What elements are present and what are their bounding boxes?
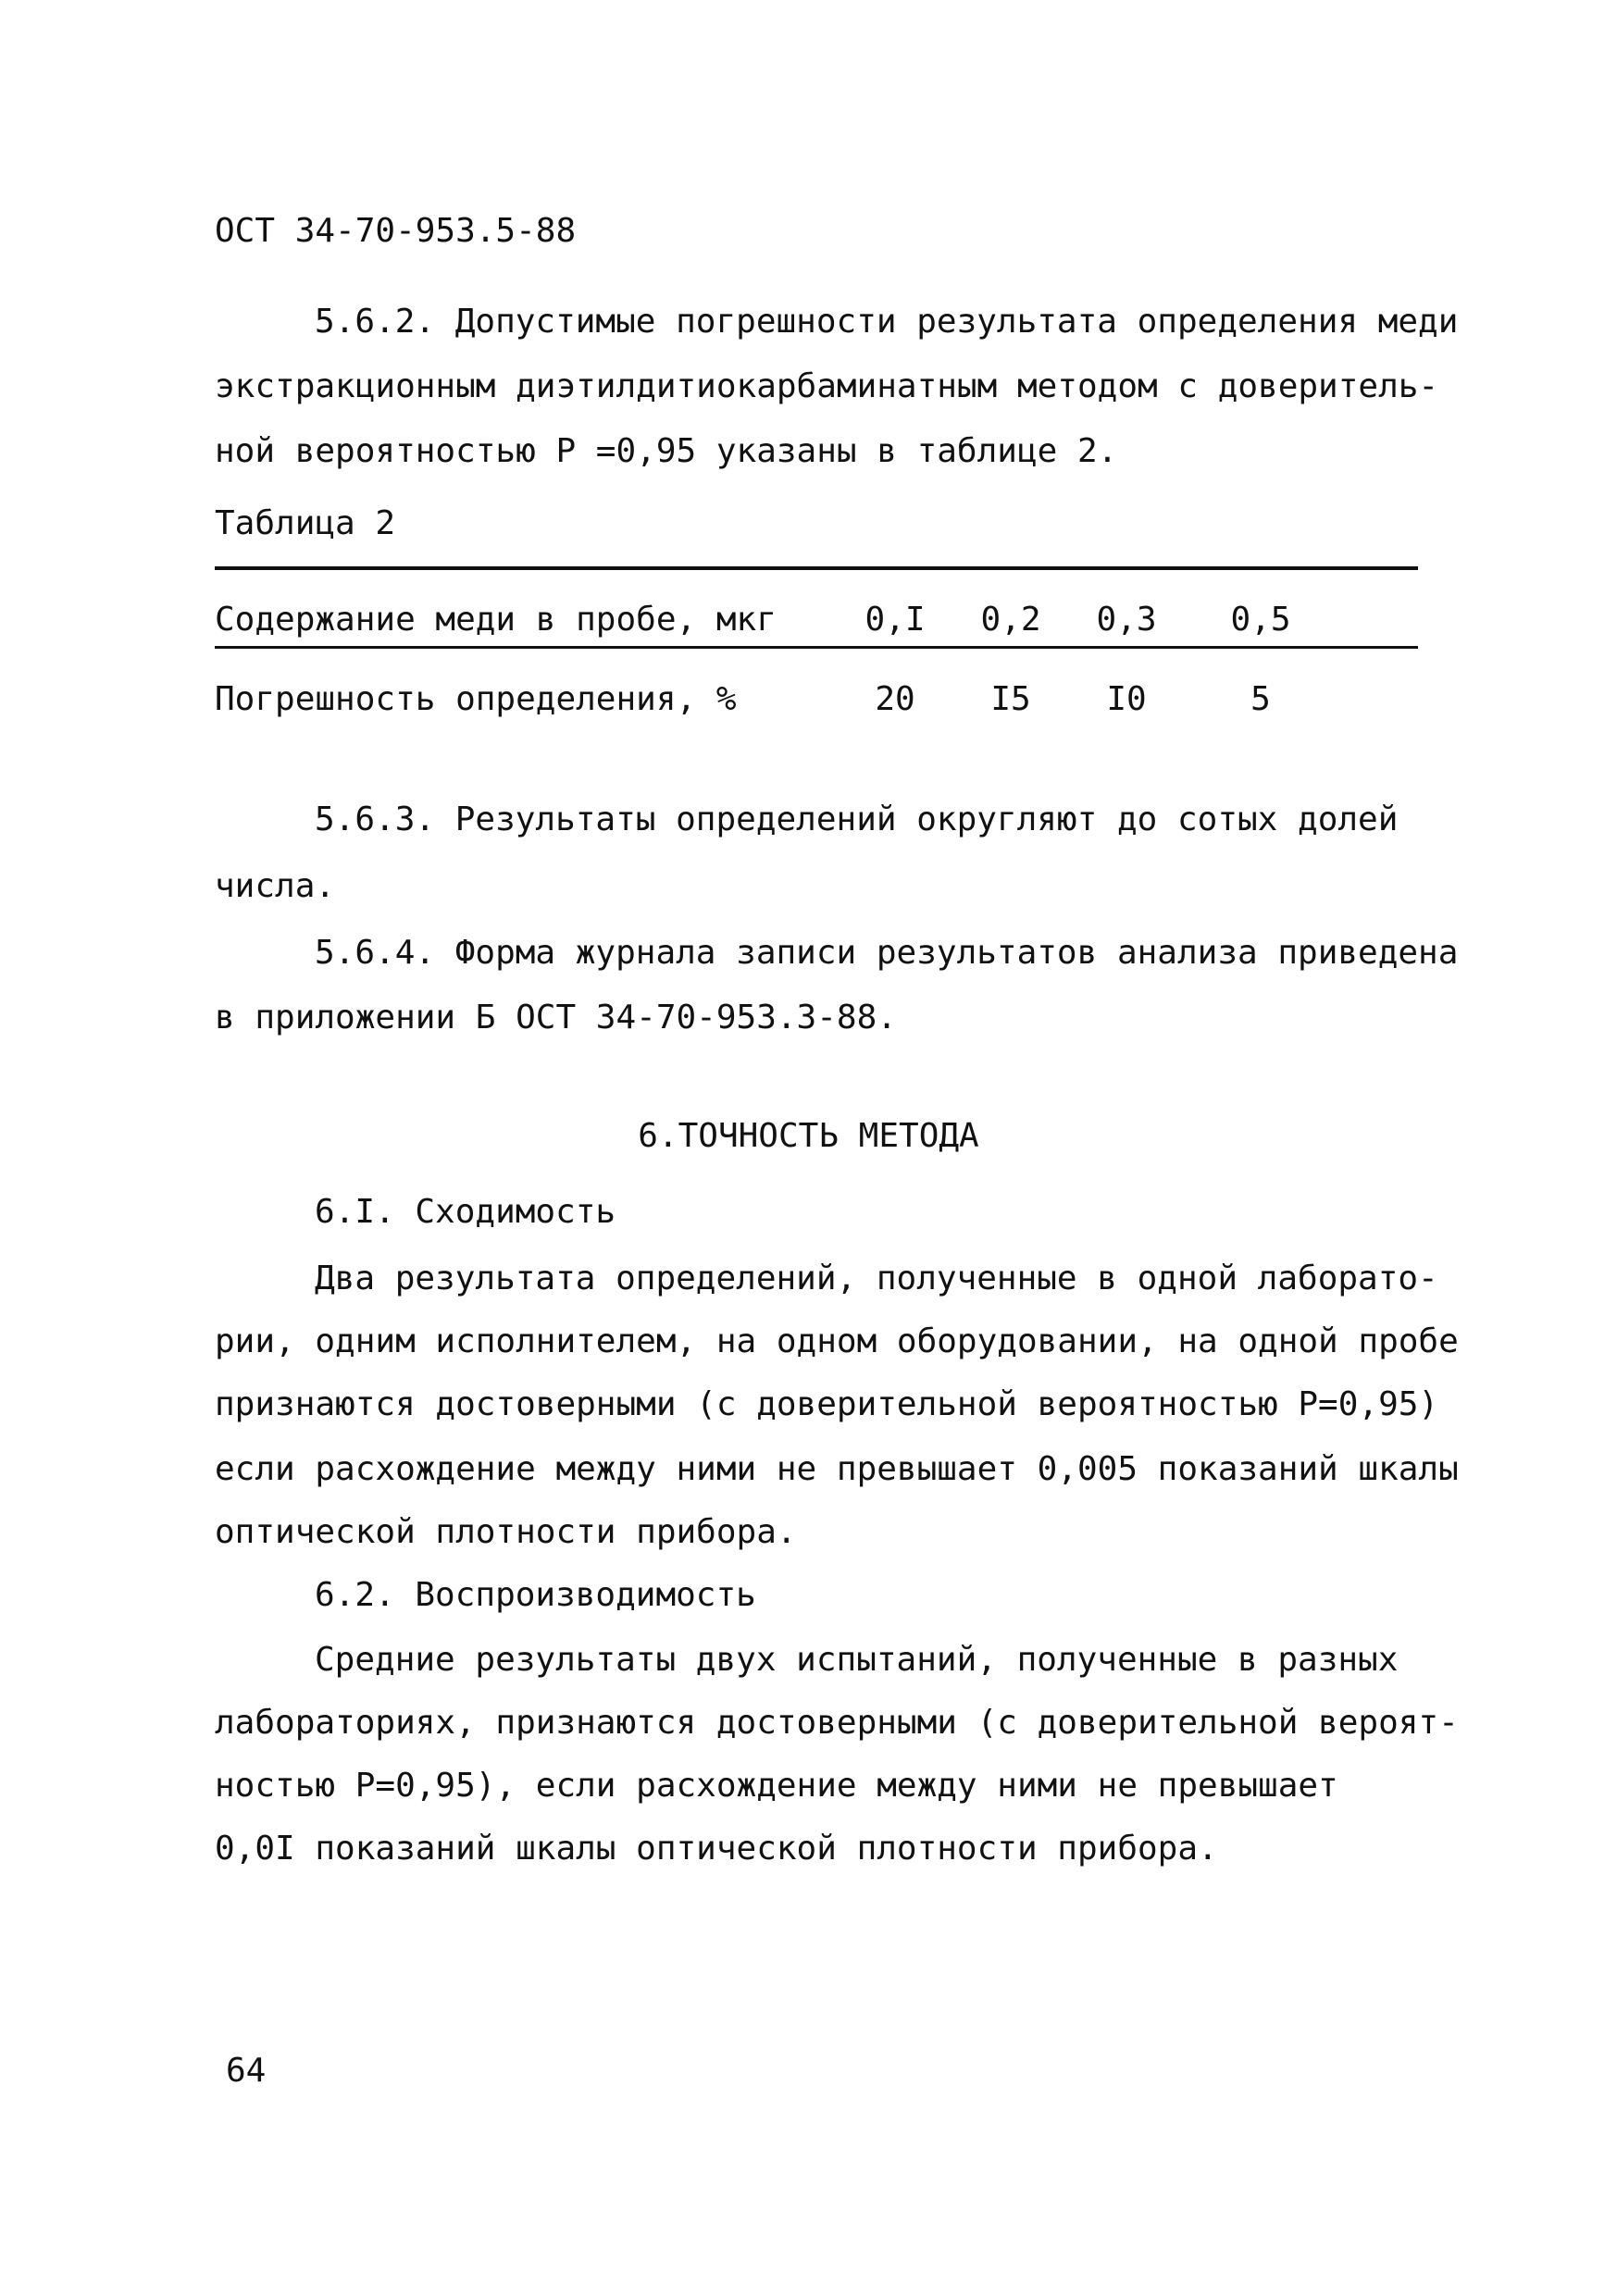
paragraph-5-6-3-line-1: 5.6.3. Результаты определений округляют до сотых долей	[315, 800, 1399, 838]
table-row-label-copper-content: Содержание меди в пробе, мкг	[215, 601, 777, 639]
table-top-rule	[215, 566, 1418, 570]
table-row-label-error: Погрешность определения, %	[215, 680, 737, 718]
subsection-6-2-heading: 6.2. Воспроизводимость	[315, 1576, 756, 1614]
paragraph-6-1-line-4: если расхождение между ними не превышает 0,005 показаний шкалы	[215, 1450, 1459, 1488]
paragraph-6-2-line-3: ностью Р=0,95), если расхождение между ними не превышает	[215, 1767, 1338, 1805]
paragraph-5-6-2-line-2: экстракционным диэтилдитиокарбаминатным методом с доверитель-	[215, 367, 1439, 405]
paragraph-5-6-4-line-1: 5.6.4. Форма журнала записи результатов анализа приведена	[315, 934, 1459, 972]
subsection-6-1-heading: 6.I. Сходимость	[315, 1193, 616, 1231]
paragraph-6-2-line-1: Средние результаты двух испытаний, полученные в разных	[315, 1641, 1399, 1679]
table-cell: 5	[1250, 680, 1271, 718]
paragraph-6-1-line-3: признаются достоверными (с доверительной вероятностью Р=0,95)	[215, 1385, 1439, 1423]
table-cell: I5	[990, 680, 1031, 718]
document-code: ОСТ 34-70-953.5-88	[215, 212, 577, 250]
table-cell: 20	[875, 680, 915, 718]
paragraph-5-6-4-line-2: в приложении Б ОСТ 34-70-953.3-88.	[215, 999, 897, 1036]
table-caption: Таблица 2	[215, 504, 396, 542]
page-number: 64	[226, 2052, 267, 2090]
paragraph-5-6-2-line-1: 5.6.2. Допустимые погрешности результата определения меди	[315, 303, 1459, 341]
paragraph-6-1-line-2: рии, одним исполнителем, на одном оборудовании, на одной пробе	[215, 1322, 1459, 1360]
table-cell: 0,I	[864, 601, 926, 639]
table-cell: 0,3	[1096, 601, 1157, 639]
table-cell: 0,5	[1230, 601, 1291, 639]
paragraph-6-1-line-1: Два результата определений, полученные в одной лаборато-	[315, 1260, 1438, 1297]
paragraph-6-2-line-4: 0,0I показаний шкалы оптической плотности прибора.	[215, 1830, 1218, 1868]
paragraph-5-6-3-line-2: числа.	[215, 867, 336, 905]
paragraph-6-2-line-2: лабораториях, признаются достоверными (с доверительной вероят-	[215, 1704, 1459, 1742]
paragraph-6-1-line-5: оптической плотности прибора.	[215, 1513, 797, 1551]
paragraph-5-6-2-line-3: ной вероятностью Р =0,95 указаны в таблице 2.	[215, 432, 1118, 470]
table-cell: I0	[1106, 680, 1147, 718]
table-header-rule	[215, 646, 1418, 649]
table-cell: 0,2	[980, 601, 1041, 639]
section-6-heading: 6.ТОЧНОСТЬ МЕТОДА	[638, 1117, 979, 1155]
